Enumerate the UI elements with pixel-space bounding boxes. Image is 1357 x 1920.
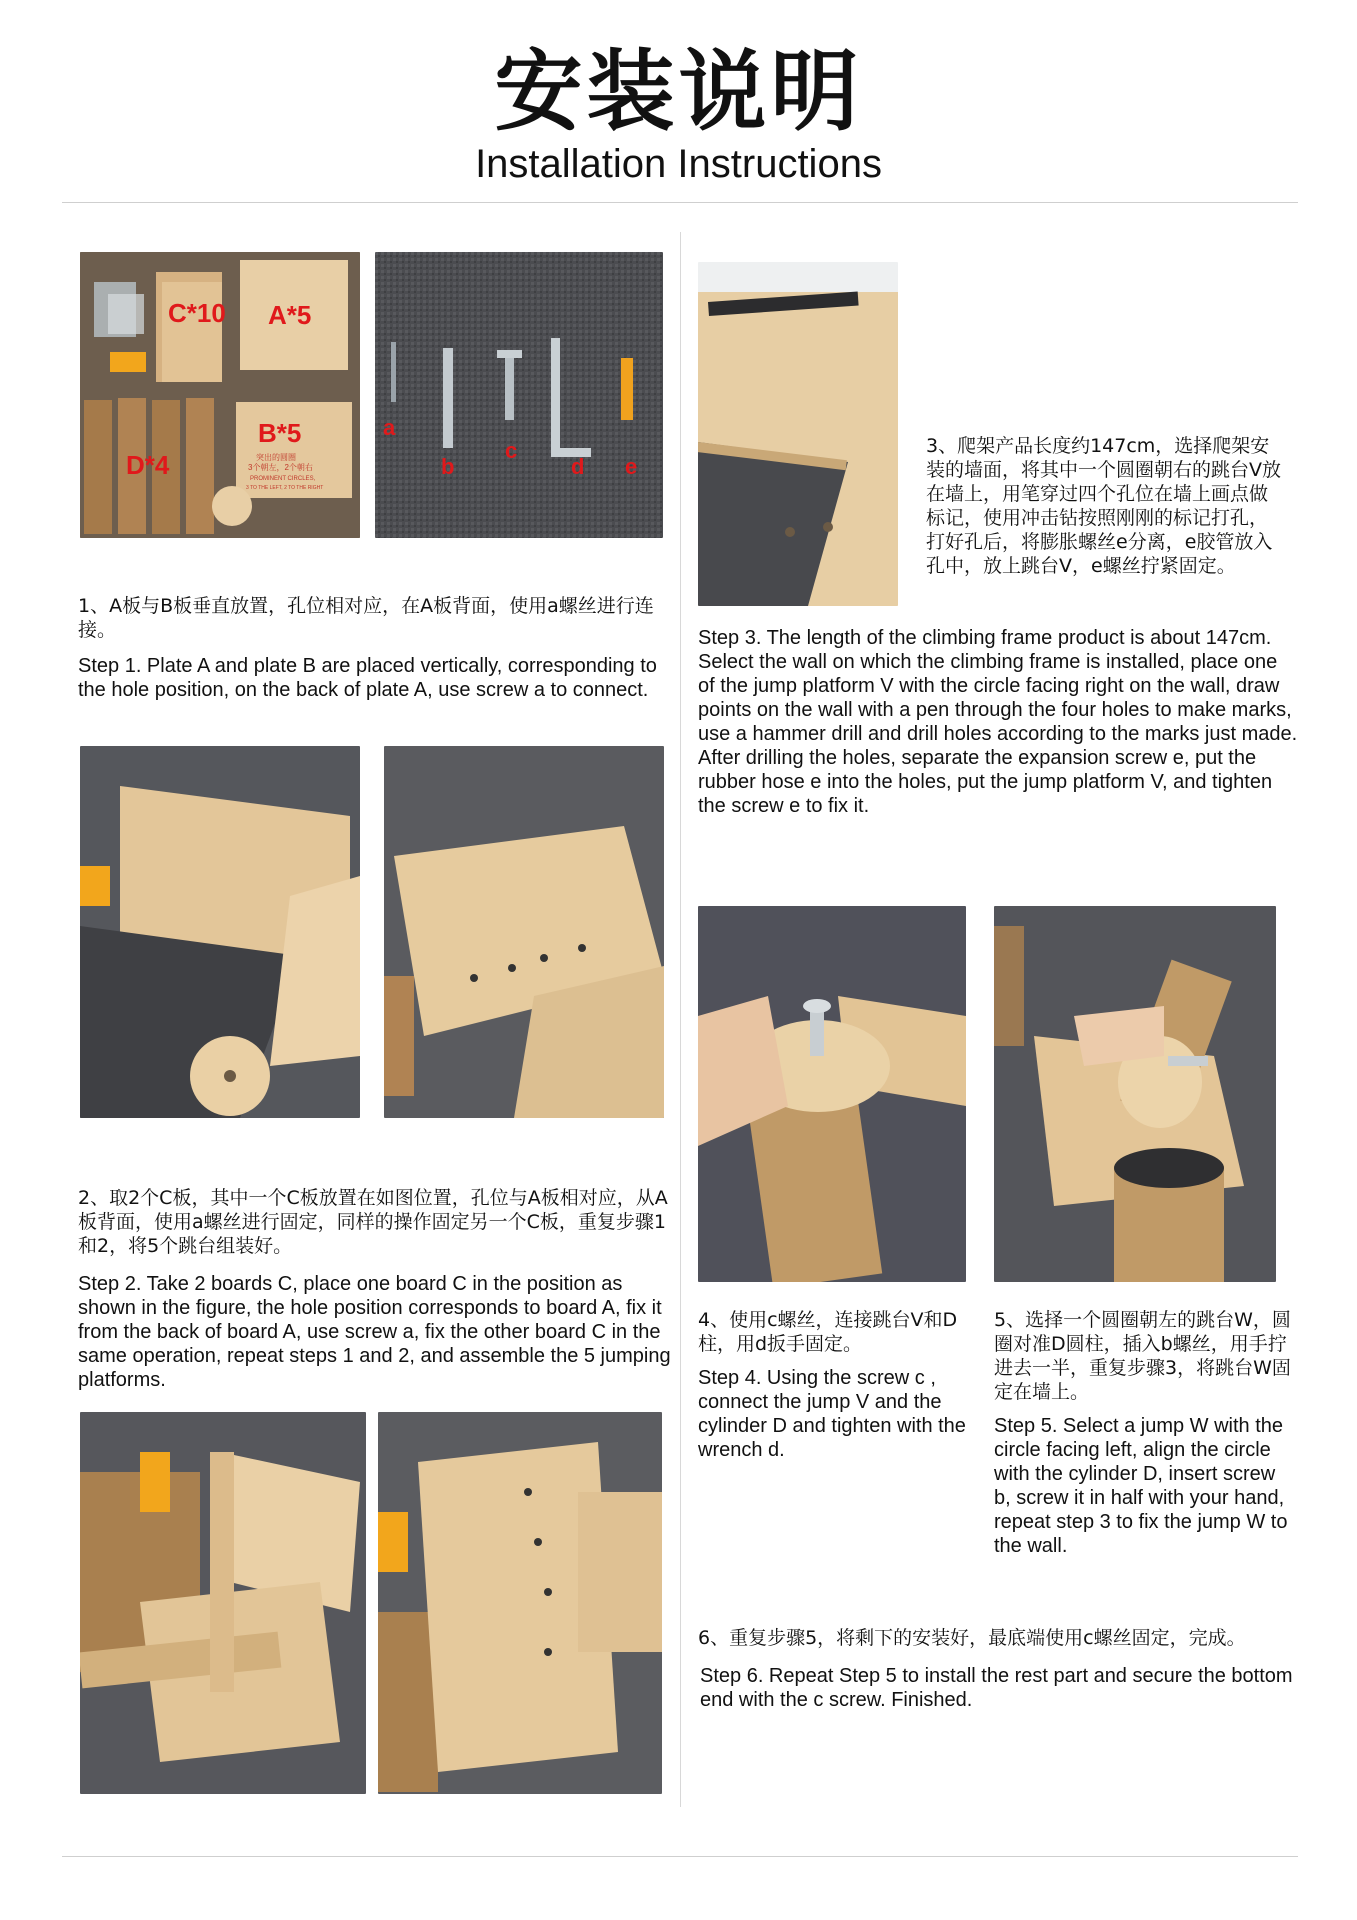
step4-text-en: Step 4. Using the screw c , connect the jump V and the cylinder D and tighten with the wrench d. xyxy=(698,1367,966,1461)
step2-photo-right xyxy=(378,1412,662,1794)
label-c10: C*10 xyxy=(168,298,226,328)
step1-text-en: Step 1. Plate A and plate B are placed vertically, corresponding to the hole position, on the back of plate A, use screw a to connect. xyxy=(78,655,657,701)
hardware-label-c: c xyxy=(505,438,518,463)
parts-overview-photo xyxy=(80,252,360,538)
step4-text-cn: 4、使用c螺丝，连接跳台V和D柱，用d扳手固定。 xyxy=(698,1309,958,1355)
step2-text-cn: 2、取2个C板，其中一个C板放置在如图位置，孔位与A板相对应，从A板背面，使用a螺丝进行固定，同样的操作固定另一个C板，重复步骤1和2，将5个跳台组装好。 xyxy=(78,1187,668,1257)
step2-photo-left xyxy=(80,1412,366,1794)
hardware-photo xyxy=(375,252,663,538)
step1-photo-left xyxy=(80,746,360,1118)
hardware-label-b: b xyxy=(441,454,455,479)
label-d4: D*4 xyxy=(126,450,170,480)
step3-text-cn: 3、爬架产品长度约147cm，选择爬架安装的墙面，将其中一个圆圈朝右的跳台V放在墙上，用笔穿过四个孔位在墙上画点做标记，使用冲击钻按照刚刚的标记打孔，打好孔后，将膨胀螺丝e分离，e胶管放入孔中，放上跳台V，e螺丝拧紧固定。 xyxy=(926,435,1281,577)
step3-photo xyxy=(698,262,898,606)
b-box-text-1: 突出的圆圈 xyxy=(256,453,296,462)
hardware-label-e: e xyxy=(625,454,638,479)
label-b5: B*5 xyxy=(258,418,302,448)
page-title-chinese: 安装说明 xyxy=(494,40,863,143)
footer-divider xyxy=(62,1856,1298,1857)
header-divider xyxy=(62,202,1298,203)
step4-photo xyxy=(698,906,966,1282)
step3-text-en: Step 3. The length of the climbing frame product is about 147cm. Select the wall on which the climbing frame is installed, place one of the jump platform V with the circle facing right on the wall, draw points on the wall with a pen through the four holes to make marks, use a hammer drill and drill holes according to the marks just made. After drilling the holes, separate the expansion screw e, put the rubber hose e into the holes, put the jump platform V, and tighten the screw e to fix it. xyxy=(698,627,1298,817)
step1-text-cn: 1、A板与B板垂直放置，孔位相对应，在A板背面，使用a螺丝进行连接。 xyxy=(78,595,654,641)
hardware-label-a: a xyxy=(383,415,396,440)
step6-text-cn: 6、重复步骤5，将剩下的安装好，最底端使用c螺丝固定，完成。 xyxy=(698,1627,1246,1649)
step5-text-en: Step 5. Select a jump W with the circle facing left, align the circle with the cylinder D, insert screw b, screw it in half with your hand, repeat step 3 to fix the jump W to the wall. xyxy=(994,1415,1288,1557)
step5-text-cn: 5、选择一个圆圈朝左的跳台W，圆圈对准D圆柱，插入b螺丝，用手拧进去一半，重复步骤3，将跳台W固定在墙上。 xyxy=(994,1309,1291,1403)
b-box-text-3: PROMINENT CIRCLES, xyxy=(250,476,316,482)
label-a5: A*5 xyxy=(268,300,312,330)
b-box-text-2: 3个朝左，2个朝右 xyxy=(248,463,313,472)
page-title-english: Installation Instructions xyxy=(475,142,882,186)
step6-text-en: Step 6. Repeat Step 5 to install the rest part and secure the bottom end with the c screw. Finished. xyxy=(700,1665,1293,1711)
step2-text-en: Step 2. Take 2 boards C, place one board C in the position as shown in the figure, the hole position corresponds to board A, fix it from the back of board A, use screw a, fix the other board C in the same operation, repeat steps 1 and 2, and assemble the 5 jumping platforms. xyxy=(78,1273,671,1391)
step5-photo xyxy=(994,906,1276,1282)
column-divider xyxy=(680,232,681,1807)
hardware-label-d: d xyxy=(571,454,585,479)
b-box-text-4: 3 TO THE LEFT, 2 TO THE RIGHT xyxy=(246,485,324,491)
step1-photo-right xyxy=(384,746,664,1118)
